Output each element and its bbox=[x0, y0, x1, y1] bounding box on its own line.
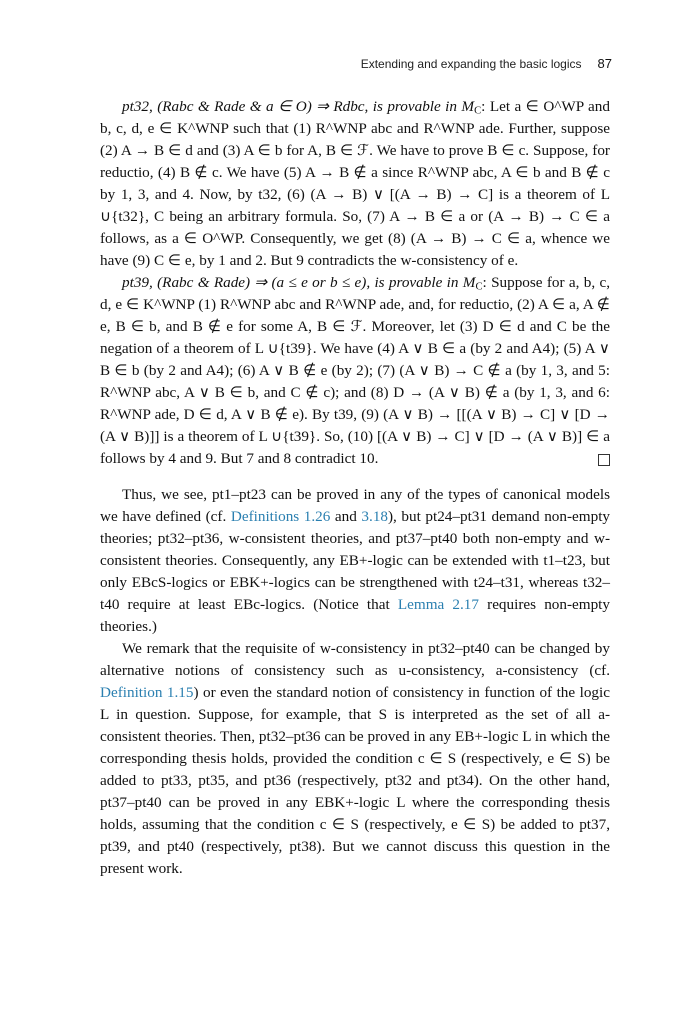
page-number: 87 bbox=[597, 56, 612, 71]
running-head bbox=[361, 56, 612, 71]
paragraph-thus bbox=[100, 484, 610, 638]
remark-text-b: ) or even the standard notion of consistency in function of the logic L in question. Suppose, for example, that S is interpreted as the set of all a-consistent theories. Then, pt32–pt36 can be proved in any EB+-logic L in which the corresponding thesis holds, provided the condition c ∈ S (respectively, e ∈ S) be added to pt33, pt35, and pt36 (respectively, pt32 and pt34). On the other hand, pt37–pt40 can be proved in any EBK+-logic L where the corresponding thesis holds, assuming that the condition c ∈ S (respectively, e ∈ S) be added to pt37, pt39, and pt40 (respectively, pt38). But we cannot discuss this question in the present work. bbox=[100, 684, 610, 877]
link-lemma-2-17[interactable]: Lemma 2.17 bbox=[397, 596, 479, 613]
thus-text-c: ), but pt24–pt31 demand non-empty theories; pt32–pt36, w-consistent theories, and pt37–pt40 both non-empty and w-consistent theories. Consequently, any EB+-logic can be extended with t1–t23, but only EBcS-logics or EBK+-logics can be strengthened with t24–t31, whereas t32–t40 require at least EBc-logics. (Notice that bbox=[100, 508, 611, 613]
paragraph-gap bbox=[100, 470, 610, 484]
proof-text-pt32: : Let a ∈ O^WP and b, c, d, e ∈ K^WNP such that (1) R^WNP abc and R^WNP ade. Further, suppose (2) A → B ∈ d and (3) A ∈ b for A, B ∈ ℱ. We have to prove B ∈ c. Suppose, for reductio, (4) B ∉ c. We have (5) A → B ∉ a since R^WNP abc, A ∈ b and B ∉ c by 1, 3, and 4. Now, by t32, (6) (A → B) ∨ [(A → B) → C] is a theorem of L ∪{t32}, C being an arbitrary formula. So, (7) A → B ∈ a or (A → B) → C ∈ a follows, as a ∈ O^WP. Consequently, we get (8) (A → B) → C ∈ a, whence we have (9) C ∈ e, by 1 and 2. But 9 contradicts the w-consistency of e. bbox=[100, 98, 610, 269]
proof-text-pt39: : Suppose for a, b, c, d, e ∈ K^WNP (1) R^WNP abc and R^WNP ade, and, for reductio, (2) A ∈ a, A ∉ e, B ∈ b, and B ∉ e for some A, B ∈ ℱ. Moreover, let (3) D ∈ d and C be the negation of a theorem of L ∪{t39}. We have (4) A ∨ B ∈ a (by 2 and A4); (5) A ∨ B ∈ b (by 2 and A4); (6) A ∨ B ∉ e (by 2); (7) (A ∨ B) → C ∉ a (by 1, 3, and 5: R^WNP abc, A ∨ B ∈ b, and C ∉ c); and (8) D → (A ∨ B) ∉ a (by 1, 3, and 6: R^WNP ade, D ∈ d, A ∨ B ∉ e). By t39, (9) (A ∨ B) → [[(A ∨ B) → C] ∨ [D → (A ∨ B)]] is a theorem of L ∪{t39}. So, (10) [(A ∨ B) → C] ∨ [D → (A ∨ B)] ∈ a follows by 4 and 9. But 7 and 8 contradict 10. bbox=[100, 274, 610, 467]
remark-text-a: We remark that the requisite of w-consistency in pt32–pt40 can be changed by alternative notions of consistency such as u-consistency, a-consistency (cf. bbox=[100, 640, 610, 679]
proof-lead-sub-pt39: C bbox=[475, 281, 483, 293]
paragraph-remark bbox=[100, 638, 610, 880]
thus-text-d: requires non-empty theories.) bbox=[100, 596, 610, 635]
link-3-18[interactable]: 3.18 bbox=[361, 508, 388, 525]
link-definitions-1-26[interactable]: Definitions 1.26 bbox=[230, 508, 331, 525]
thus-text-a: Thus, we see, pt1–pt23 can be proved in any of the types of canonical models we have defined (cf. bbox=[100, 486, 610, 525]
thus-text-b: and bbox=[330, 508, 362, 525]
paragraph-pt32 bbox=[100, 96, 610, 272]
qed-icon bbox=[598, 454, 610, 466]
body-text bbox=[100, 96, 610, 880]
proof-lead-pt39: pt39, (Rabc & Rade) ⇒ (a ≤ e or b ≤ e), is provable in M bbox=[122, 274, 476, 291]
running-title: Extending and expanding the basic logics bbox=[360, 57, 582, 71]
paragraph-pt39 bbox=[100, 272, 610, 470]
proof-lead-pt32: pt32, (Rabc & Rade & a ∈ O) ⇒ Rdbc, is provable in M bbox=[122, 98, 475, 115]
link-definition-1-15[interactable]: Definition 1.15 bbox=[100, 684, 194, 701]
proof-lead-sub-pt32: C bbox=[474, 105, 482, 117]
